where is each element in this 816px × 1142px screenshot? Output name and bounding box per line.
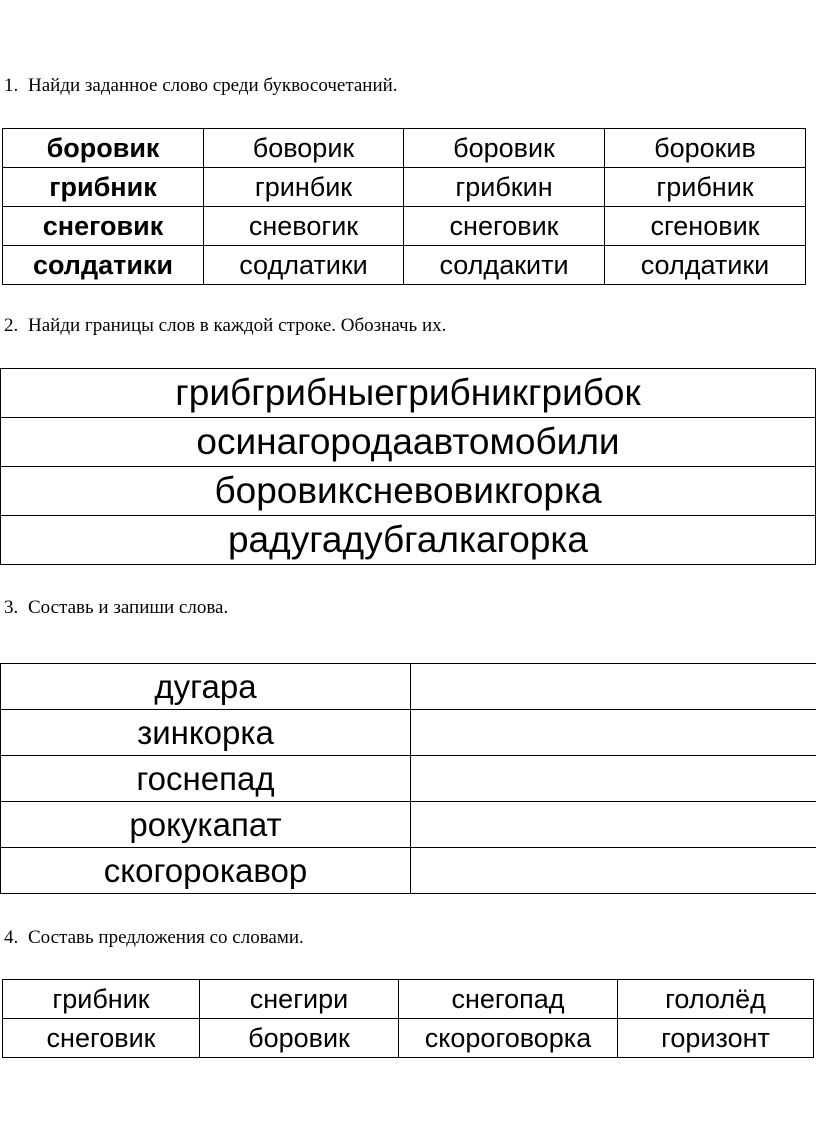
scrambled-word-cell: скогорокавор <box>1 848 411 894</box>
table-row <box>1 664 816 710</box>
task3-table <box>0 663 816 894</box>
scrambled-word-cell: зинкорка <box>1 710 411 756</box>
word-cell: боровик <box>200 1019 399 1058</box>
table-row <box>3 980 814 1019</box>
table-row <box>1 369 816 418</box>
task2-number: 2. <box>4 315 19 336</box>
task2-table <box>0 368 816 565</box>
option-cell: содлатики <box>204 246 404 285</box>
table-row <box>1 756 816 802</box>
option-cell: солдакити <box>404 246 605 285</box>
word-cell: скороговорка <box>399 1019 618 1058</box>
table-row <box>3 246 806 285</box>
option-cell: сневогик <box>204 207 404 246</box>
task4-number: 4. <box>4 927 19 948</box>
option-cell: сгеновик <box>605 207 806 246</box>
scrambled-word-cell: рокукапат <box>1 802 411 848</box>
task3-number: 3. <box>4 597 19 618</box>
option-cell: боворик <box>204 129 404 168</box>
target-word-cell: снеговик <box>3 207 204 246</box>
option-cell: грибкин <box>404 168 605 207</box>
table-row <box>1 802 816 848</box>
word-cell: горизонт <box>618 1019 814 1058</box>
word-cell: грибник <box>3 980 200 1019</box>
task2-heading <box>4 315 446 337</box>
task3-heading <box>4 597 228 619</box>
scrambled-word-cell: дугара <box>1 664 411 710</box>
option-cell: снеговик <box>404 207 605 246</box>
letter-string-cell: грибгрибныегрибникгрибок <box>1 369 816 418</box>
option-cell: боровик <box>404 129 605 168</box>
table-row <box>3 1019 814 1058</box>
table-row <box>1 516 816 565</box>
option-cell: грибник <box>605 168 806 207</box>
table-row <box>1 418 816 467</box>
answer-cell <box>411 802 816 848</box>
word-cell: гололёд <box>618 980 814 1019</box>
table-row <box>1 467 816 516</box>
task1-heading <box>4 75 398 97</box>
answer-cell <box>411 756 816 802</box>
task1-number: 1. <box>4 75 19 96</box>
answer-cell <box>411 710 816 756</box>
option-cell: солдатики <box>605 246 806 285</box>
target-word-cell: солдатики <box>3 246 204 285</box>
target-word-cell: грибник <box>3 168 204 207</box>
word-cell: снегопад <box>399 980 618 1019</box>
task4-table <box>2 979 814 1058</box>
task1-title: Найди заданное слово среди буквосочетаний. <box>28 75 398 96</box>
letter-string-cell: радугадубгалкагорка <box>1 516 816 565</box>
table-row <box>3 207 806 246</box>
table-row <box>3 129 806 168</box>
table-row <box>1 710 816 756</box>
answer-cell <box>411 664 816 710</box>
answer-cell <box>411 848 816 894</box>
option-cell: гринбик <box>204 168 404 207</box>
task3-title: Составь и запиши слова. <box>28 597 229 618</box>
letter-string-cell: боровиксневовикгорка <box>1 467 816 516</box>
table-row <box>3 168 806 207</box>
word-cell: снегири <box>200 980 399 1019</box>
task4-heading <box>4 927 304 949</box>
letter-string-cell: осинагородаавтомобили <box>1 418 816 467</box>
option-cell: борокив <box>605 129 806 168</box>
task1-table <box>2 128 806 285</box>
task4-title: Составь предложения со словами. <box>28 927 304 948</box>
scrambled-word-cell: госнепад <box>1 756 411 802</box>
word-cell: снеговик <box>3 1019 200 1058</box>
task2-title: Найди границы слов в каждой строке. Обозначь их. <box>28 315 447 336</box>
target-word-cell: боровик <box>3 129 204 168</box>
table-row <box>1 848 816 894</box>
